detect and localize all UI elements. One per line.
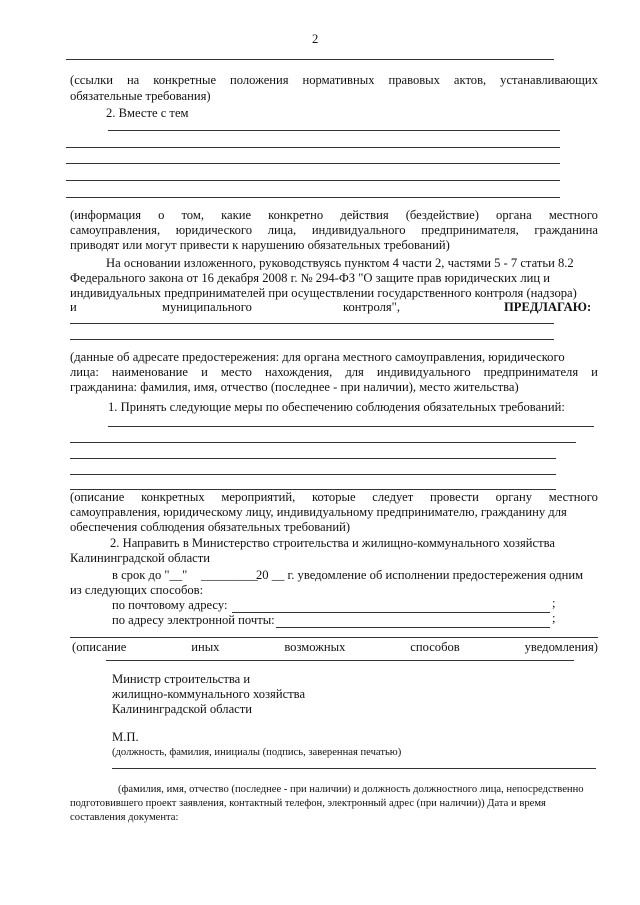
signer-title-line2: жилищно-коммунального хозяйства <box>112 687 306 701</box>
paragraph-together: 2. Вместе с тем <box>106 106 189 120</box>
fill-line <box>70 323 554 324</box>
fill-line <box>108 426 594 427</box>
caption-normative-acts-line1: (ссылки на конкретные положения нормативных правовых актов, устанавливающих <box>70 73 598 87</box>
footer-line2: подготовившего проект заявления, контактный телефон, электронный адрес (при наличии)) Дата и время <box>70 798 546 809</box>
propose-heading: ПРЕДЛАГАЮ: <box>504 300 592 314</box>
seal-label: М.П. <box>112 730 139 744</box>
footer-line1: (фамилия, имя, отчество (последнее - при наличии) и должность должностного лица, непосредственно <box>118 784 584 795</box>
basis-line4-municipal: муниципального <box>162 300 252 314</box>
item-2-send-line1: 2. Направить в Министерство строительства и жилищно-коммунального хозяйства <box>110 536 555 550</box>
caption-addressee-line1: (данные об адресате предостережения: для органа местного самоуправления, юридического <box>70 350 565 364</box>
footer-line3: составления документа: <box>70 812 179 823</box>
basis-line3: индивидуальных предпринимателей при осуществлении государственного контроля (надзора) <box>70 286 577 300</box>
fill-line <box>66 147 560 148</box>
fill-line <box>66 163 560 164</box>
fill-line <box>70 458 556 459</box>
caption-measures-line3: обеспечения соблюдения обязательных требований) <box>70 520 351 534</box>
signer-title-line1: Министр строительства и <box>112 672 251 686</box>
deadline-line2: из следующих способов: <box>70 583 204 597</box>
fill-line <box>70 442 576 443</box>
basis-line1: На основании изложенного, руководствуясь пунктом 4 части 2, частями 5 - 7 статьи 8.2 <box>106 256 574 270</box>
caption-addressee-line2: лица: наименование и место нахождения, для индивидуального предпринимателя и <box>70 365 598 379</box>
deadline-year: 20 __ г. уведомление об исполнении предостережения одним <box>256 568 584 582</box>
deadline-prefix: в срок до "__" <box>112 568 188 582</box>
deadline-blank: _________ <box>201 568 258 582</box>
fill-line <box>106 660 574 661</box>
fill-line <box>108 130 560 131</box>
caption-addressee-line3: гражданина: фамилия, имя, отчество (последнее - при наличии), место жительства) <box>70 380 519 394</box>
basis-line4-control: контроля", <box>343 300 400 314</box>
signature-line <box>112 768 596 769</box>
caption-other-methods: (описание иных возможных способов уведомления) <box>72 640 598 654</box>
postal-address-label: по почтовому адресу: <box>112 598 228 612</box>
fill-line <box>66 59 554 60</box>
caption-actions-line3: приводят или могут привести к нарушению обязательных требований) <box>70 238 450 252</box>
basis-line2: Федерального закона от 16 декабря 2008 г. № 294-ФЗ "О защите прав юридических лиц и <box>70 271 550 285</box>
item-2-send-line2: Калининградской области <box>70 551 210 565</box>
signer-title-line3: Калининградской области <box>112 702 252 716</box>
fill-line <box>66 197 560 198</box>
caption-actions-line2: самоуправления, юридического лица, индивидуального предпринимателя, гражданина <box>70 223 598 237</box>
basis-line4-and: и <box>70 300 77 314</box>
postal-address-field[interactable] <box>232 612 550 613</box>
email-semicolon: ; <box>552 611 556 625</box>
fill-line <box>70 637 598 638</box>
fill-line <box>66 180 560 181</box>
caption-measures-line2: самоуправления, юридическому лицу, индивидуальному предпринимателю, гражданину для <box>70 505 567 519</box>
email-address-field[interactable] <box>276 627 550 628</box>
item-1-measures: 1. Принять следующие меры по обеспечению соблюдения обязательных требований: <box>108 400 565 414</box>
caption-measures-line1: (описание конкретных мероприятий, которые следует провести органу местного <box>70 490 598 504</box>
fill-line <box>70 339 554 340</box>
signature-caption: (должность, фамилия, инициалы (подпись, заверенная печатью) <box>112 747 402 758</box>
caption-actions-line1: (информация о том, какие конкретно действия (бездействие) органа местного <box>70 208 598 222</box>
fill-line <box>70 474 556 475</box>
postal-semicolon: ; <box>552 596 556 610</box>
caption-normative-acts-line2: обязательные требования) <box>70 89 211 103</box>
email-address-label: по адресу электронной почты: <box>112 613 275 627</box>
page-number: 2 <box>312 32 319 46</box>
